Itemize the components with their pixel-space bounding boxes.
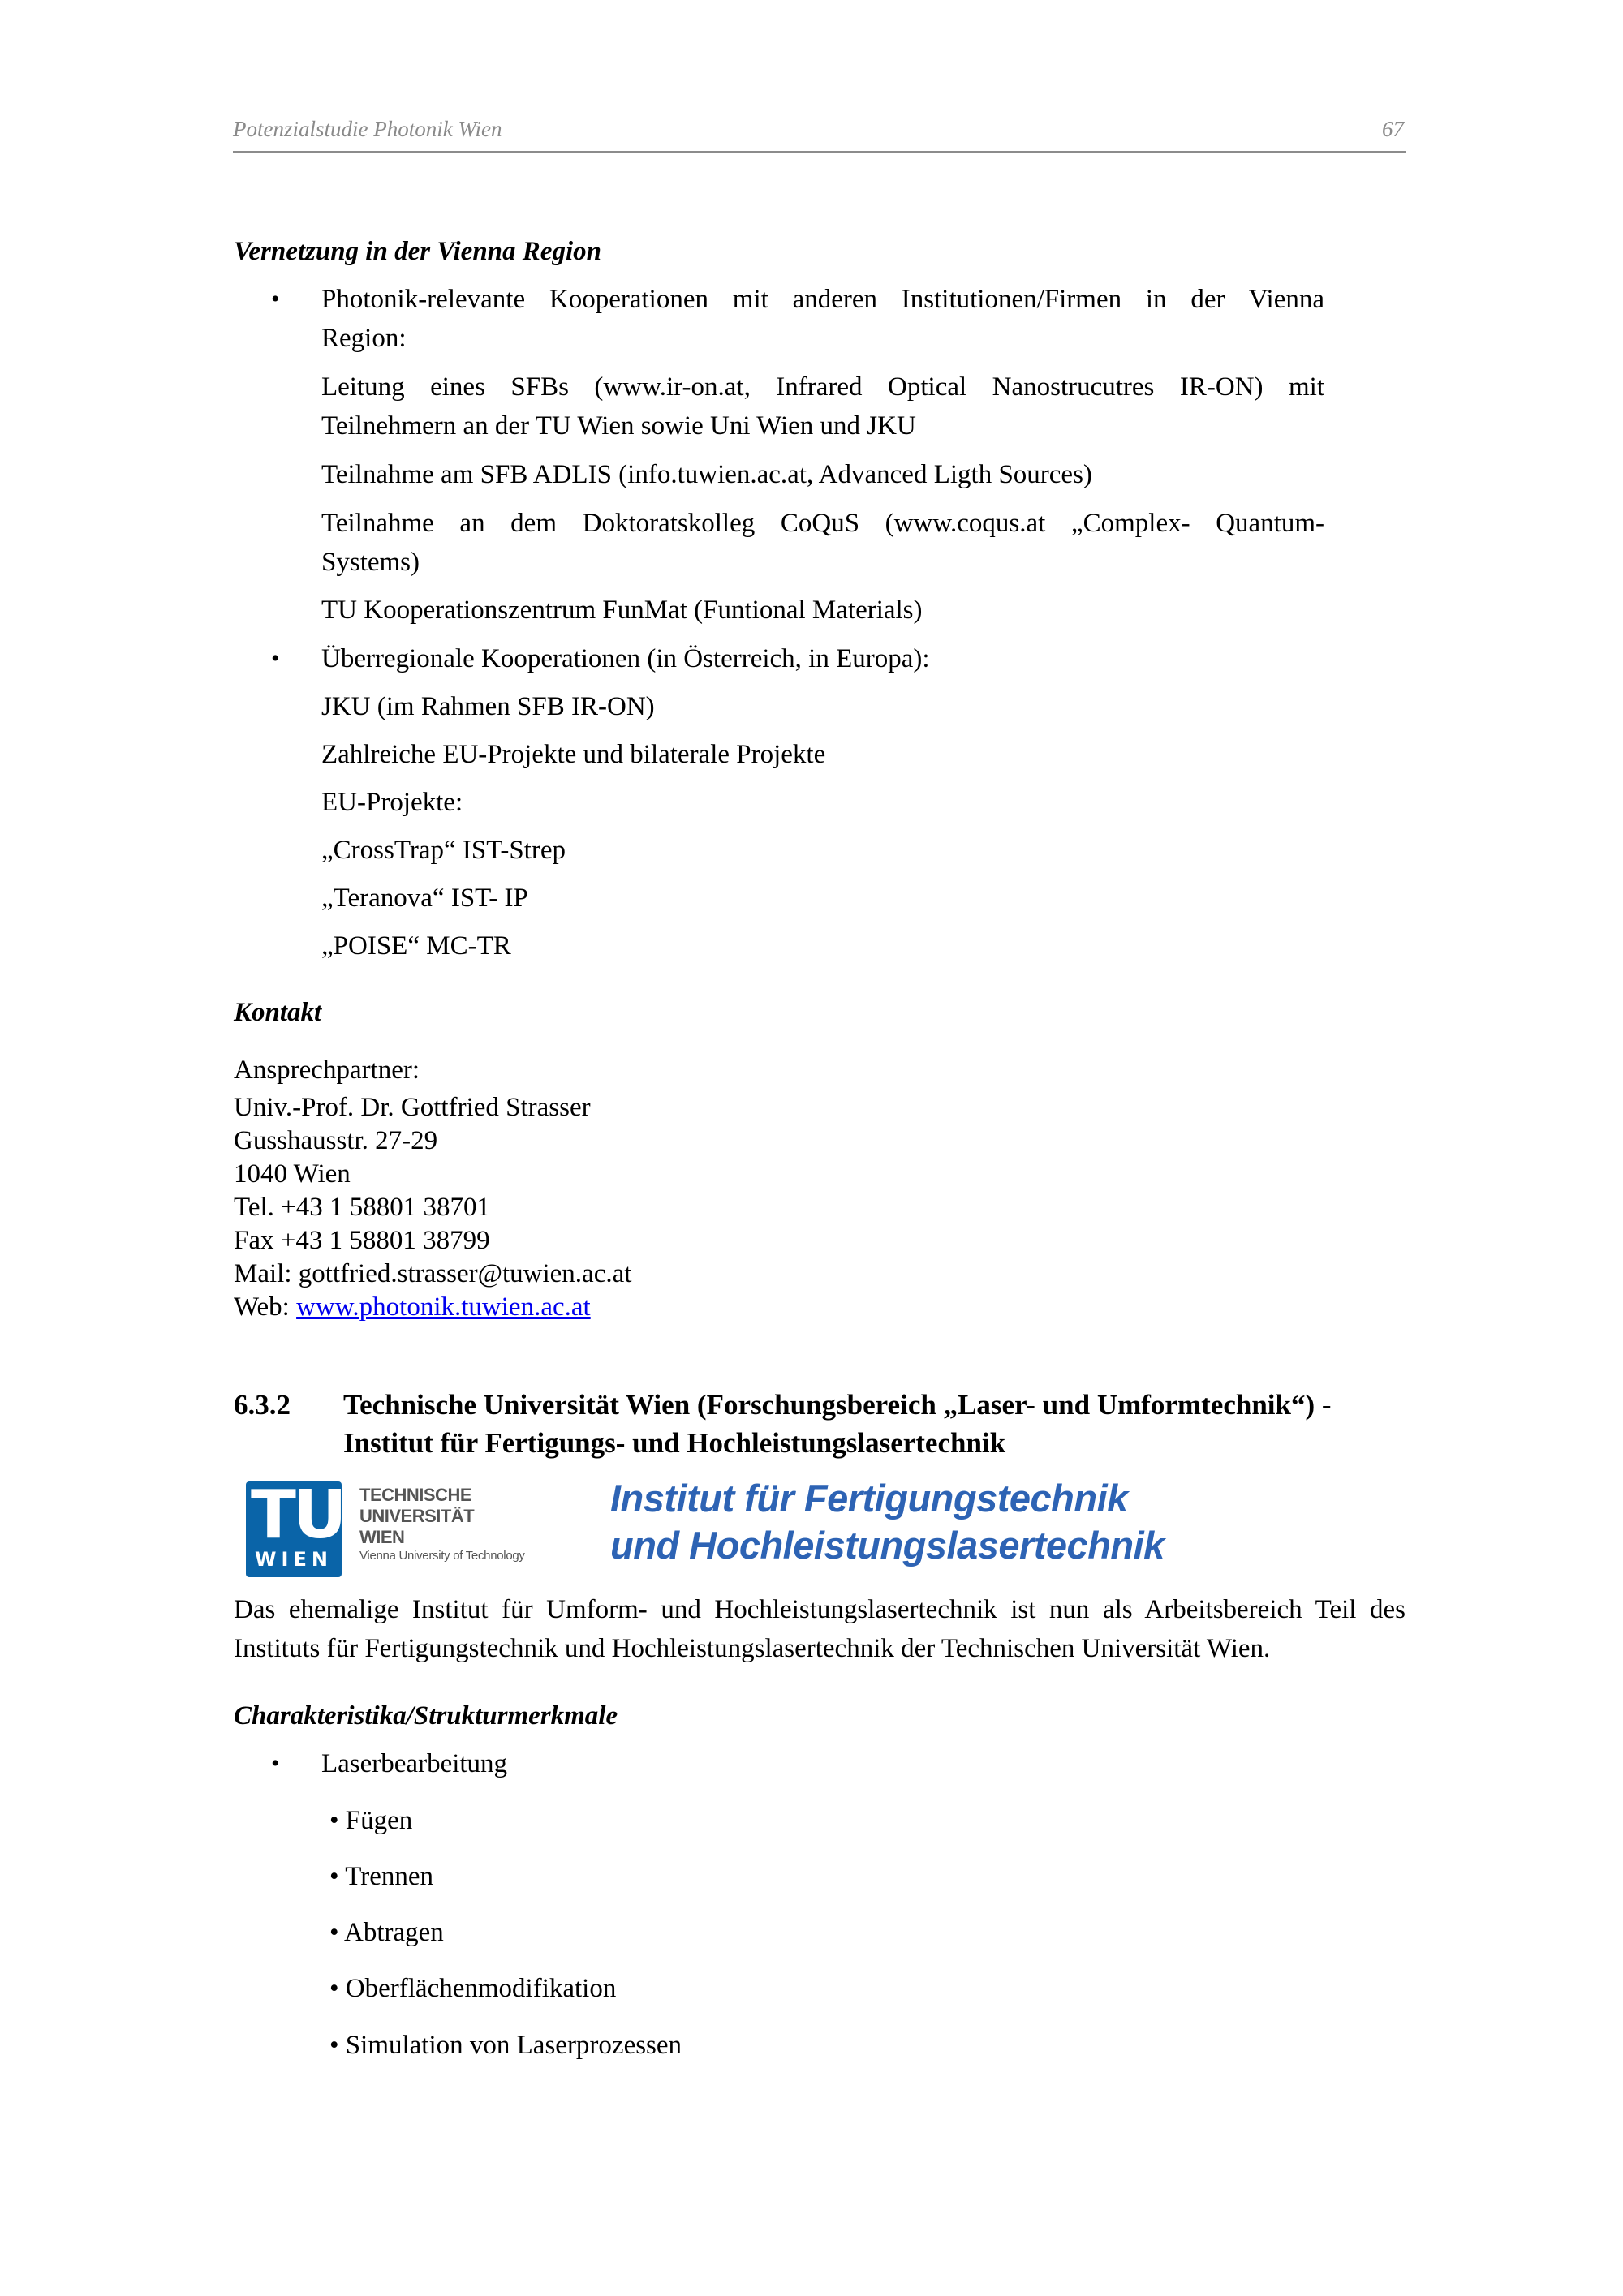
bullet2-line1: Überregionale Kooperationen (in Österreich, in Europa): — [321, 644, 930, 673]
contact-name: Univ.-Prof. Dr. Gottfried Strasser — [234, 1093, 591, 1122]
sub-list-item: • Trennen — [329, 1862, 433, 1891]
contact-web-line — [234, 1291, 591, 1324]
kooperation-item: Leitung eines SFBs (www.ir-on.at, Infrared Optical Nanostrucutres IR-ON) mit — [321, 372, 1324, 402]
intro-line2: Instituts für Fertigungstechnik und Hochleistungslasertechnik der Technischen Universität Wien. — [234, 1634, 1271, 1663]
bullet1-line2: Region: — [321, 324, 407, 353]
section-number: 6.3.2 — [234, 1389, 291, 1421]
tu-logo-line4: Vienna University of Technology — [359, 1549, 525, 1563]
ueberregional-item: EU-Projekte: — [321, 788, 463, 817]
kooperation-item: TU Kooperationszentrum FunMat (Funtional Materials) — [321, 595, 923, 625]
page-number: 67 — [1382, 117, 1404, 141]
tu-logo-square — [246, 1477, 344, 1577]
section-title-line1: Technische Universität Wien (Forschungsbereich „Laser- und Umformtechnik“) - — [343, 1389, 1332, 1421]
institut-logo — [610, 1475, 1243, 1572]
tu-logo-text — [359, 1485, 525, 1564]
contact-label: Ansprechpartner: — [234, 1056, 420, 1085]
ueberregional-item: JKU (im Rahmen SFB IR-ON) — [321, 692, 655, 721]
web-link[interactable]: www.photonik.tuwien.ac.at — [296, 1292, 591, 1322]
bullet-marker: • — [271, 286, 280, 312]
institut-logo-line2: und Hochleistungslasertechnik — [610, 1524, 1165, 1567]
ueberregional-item: „Teranova“ IST- IP — [321, 884, 528, 913]
ueberregional-item: „CrossTrap“ IST-Strep — [321, 836, 566, 865]
bullet-marker: • — [271, 645, 280, 672]
charakteristika-bullet: Laserbearbeitung — [321, 1749, 508, 1778]
sub-list-item: • Oberflächenmodifikation — [329, 1974, 617, 2003]
vernetzung-heading: Vernetzung in der Vienna Region — [234, 237, 601, 266]
ueberregional-item: „POISE“ MC-TR — [321, 931, 511, 961]
tu-logo-line3: WIEN — [359, 1527, 405, 1547]
charakteristika-heading: Charakteristika/Strukturmerkmale — [234, 1701, 618, 1731]
sub-list-item: • Abtragen — [329, 1918, 444, 1947]
tu-logo-wien: WIEN — [255, 1548, 333, 1571]
section-title-line2: Institut für Fertigungs- und Hochleistungslasertechnik — [343, 1427, 1006, 1459]
sub-list-item: • Simulation von Laserprozessen — [329, 2031, 682, 2060]
intro-line1: Das ehemalige Institut für Umform- und Hochleistungslasertechnik ist nun als Arbeitsbereich Teil des — [234, 1595, 1406, 1624]
tu-logo-line1: TECHNISCHE — [359, 1485, 472, 1505]
contact-fax: Fax +43 1 58801 38799 — [234, 1226, 490, 1255]
web-label: Web: — [234, 1292, 290, 1322]
contact-tel: Tel. +43 1 58801 38701 — [234, 1193, 491, 1222]
sub-list-item: • Fügen — [329, 1806, 413, 1835]
header-title: Potenzialstudie Photonik Wien — [233, 117, 502, 141]
bullet1-line1: Photonik-relevante Kooperationen mit anderen Institutionen/Firmen in der Vienna — [321, 285, 1324, 314]
kooperation-item: Systems) — [321, 548, 420, 577]
tu-wien-logo — [246, 1477, 587, 1577]
ueberregional-item: Zahlreiche EU-Projekte und bilaterale Projekte — [321, 740, 826, 769]
contact-city: 1040 Wien — [234, 1159, 351, 1189]
institut-logo-line1: Institut für Fertigungstechnik — [610, 1477, 1128, 1520]
contact-mail: Mail: gottfried.strasser@tuwien.ac.at — [234, 1259, 632, 1288]
contact-street: Gusshausstr. 27-29 — [234, 1126, 438, 1155]
tu-logo-letters: TU — [251, 1477, 344, 1554]
running-header — [233, 115, 1406, 153]
kontakt-heading: Kontakt — [234, 998, 322, 1027]
kooperation-item: Teilnehmern an der TU Wien sowie Uni Wien und JKU — [321, 411, 916, 441]
bullet-marker: • — [271, 1750, 280, 1777]
kooperation-item: Teilnahme am SFB ADLIS (info.tuwien.ac.at, Advanced Ligth Sources) — [321, 460, 1092, 489]
tu-logo-line2: UNIVERSITÄT — [359, 1506, 475, 1526]
kooperation-item: Teilnahme an dem Doktoratskolleg CoQuS (www.coqus.at „Complex- Quantum- — [321, 509, 1324, 538]
